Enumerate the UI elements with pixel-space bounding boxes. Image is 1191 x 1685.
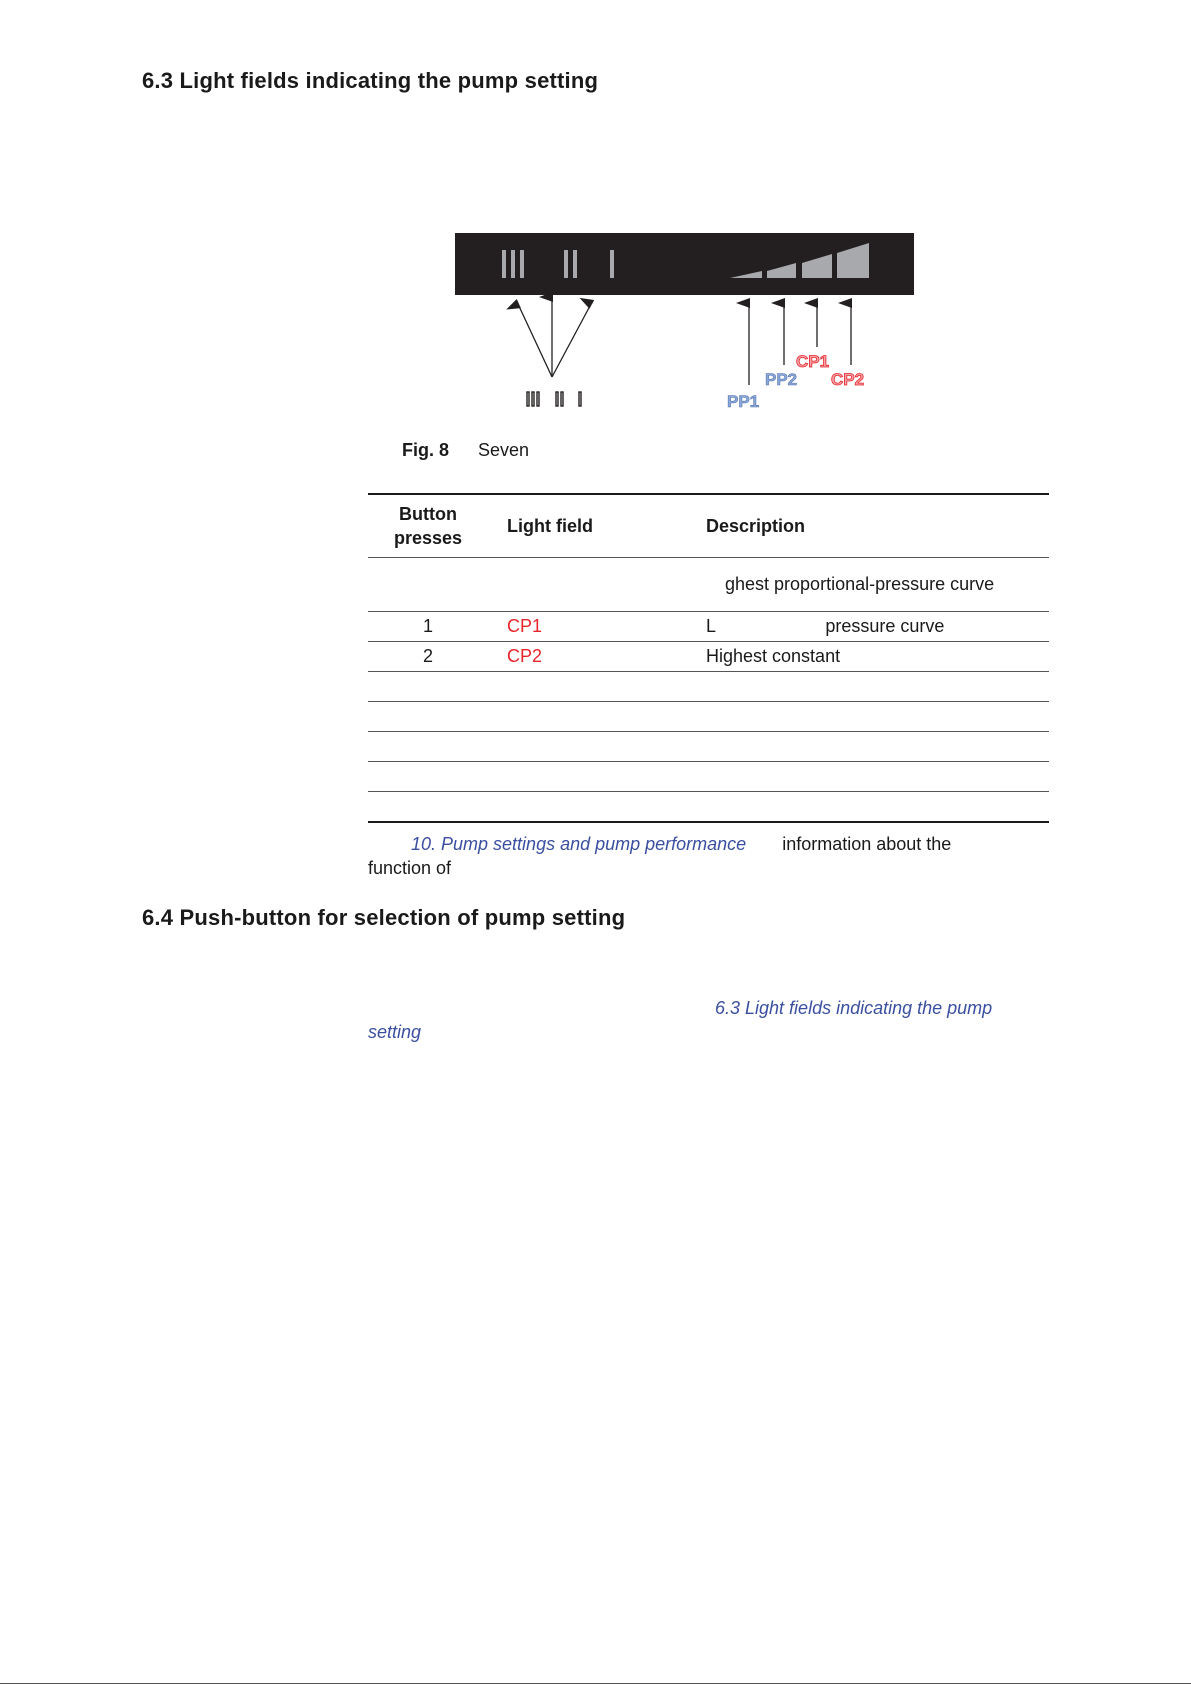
- table-row: [368, 558, 1049, 612]
- cross-reference: [368, 996, 1049, 1044]
- cell-presses: 2: [368, 642, 488, 672]
- cell-description: [706, 732, 1049, 762]
- cell-presses: [368, 702, 488, 732]
- table-row: [368, 612, 1049, 642]
- cell-description: [706, 792, 1049, 823]
- cell-light-field: CP2: [488, 642, 706, 672]
- table-row: [368, 672, 1049, 702]
- note-text-line2: function of: [368, 858, 452, 878]
- figure-caption-text: Seven: [478, 440, 530, 460]
- speed-label-icon: [527, 392, 581, 406]
- cell-light-field: [488, 762, 706, 792]
- cell-description: L pressure curve: [706, 612, 1049, 642]
- figure-number: Fig. 8: [402, 440, 450, 460]
- note-text: information about the: [782, 834, 952, 854]
- section-heading: 6.3 Light fields indicating the pump setting: [142, 68, 599, 93]
- cell-description: [706, 672, 1049, 702]
- cell-description: [706, 762, 1049, 792]
- cell-light-field: [488, 702, 706, 732]
- cell-light-field: [488, 672, 706, 702]
- light-fields-figure: [440, 225, 940, 425]
- header-light-field: Light field: [488, 494, 706, 558]
- section-heading: 6.4 Push-button for selection of pump setting: [142, 905, 626, 930]
- speed-arrows: [518, 297, 591, 377]
- cell-presses: 1: [368, 612, 488, 642]
- table-header-row: [368, 494, 1049, 558]
- pump-settings-link[interactable]: 10. Pump settings and pump performance: [411, 834, 747, 854]
- table-row: [368, 762, 1049, 792]
- cp1-label: CP1: [796, 352, 830, 371]
- cell-presses: [368, 792, 488, 823]
- cell-description: ghest proportional-pressure curve: [706, 558, 1049, 612]
- pp2-label: PP2: [765, 370, 798, 389]
- cell-light-field: CP1: [488, 612, 706, 642]
- header-button-presses: Button presses: [368, 494, 488, 558]
- table-row: [368, 732, 1049, 762]
- pump-settings-table: [368, 493, 1049, 823]
- cell-presses: [368, 672, 488, 702]
- cell-description: Highest constant: [706, 642, 1049, 672]
- cell-presses: [368, 558, 488, 612]
- cp2-label: CP2: [831, 370, 865, 389]
- table-row: [368, 702, 1049, 732]
- cell-light-field: [488, 558, 706, 612]
- cell-light-field: [488, 732, 706, 762]
- see-also-note: [368, 832, 1049, 880]
- header-description: Description: [706, 494, 1049, 558]
- pp1-label: PP1: [727, 392, 760, 411]
- cell-description: [706, 702, 1049, 732]
- page-footer-rule: [0, 1683, 1191, 1684]
- light-fields-link-cont[interactable]: setting: [368, 1022, 422, 1042]
- cell-presses: [368, 762, 488, 792]
- light-fields-link[interactable]: 6.3 Light fields indicating the pump: [715, 998, 993, 1018]
- cell-presses: [368, 732, 488, 762]
- table-row: [368, 792, 1049, 823]
- cell-light-field: [488, 792, 706, 823]
- figure-caption: [402, 440, 529, 461]
- table-row: [368, 642, 1049, 672]
